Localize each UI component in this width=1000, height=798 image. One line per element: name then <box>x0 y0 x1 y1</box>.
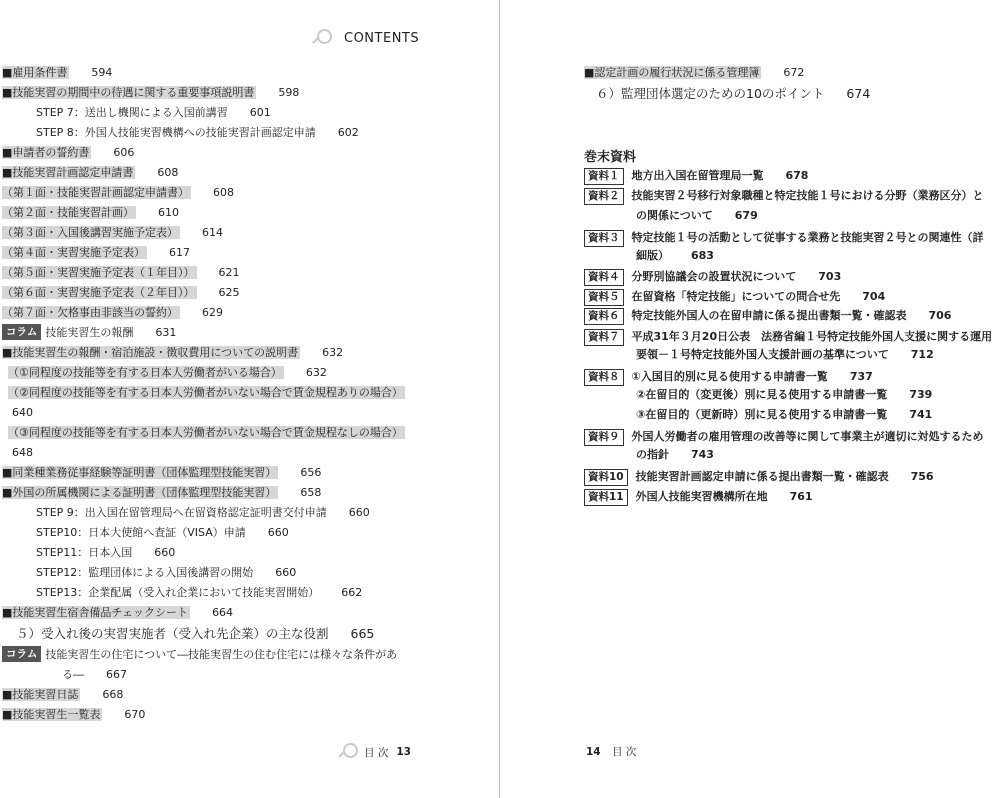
material-subitem[interactable]: ③在留目的（更新時）別に見る使用する申請書一覧 741 <box>636 408 933 421</box>
material-item[interactable]: 資料７ 平成31年３月20日公表 法務省編１号特定技能外国人支援に関する運用 <box>584 327 992 347</box>
toc-item[interactable]: （第７面・欠格事由非該当の誓約） 629 <box>2 306 223 319</box>
toc-item[interactable]: STEP 8：外国人技能実習機構への技能実習計画認定申請 602 <box>36 126 359 139</box>
material-tag: 資料４ <box>584 269 624 286</box>
toc-item[interactable]: ■申請者の誓約書 606 <box>2 146 135 159</box>
material-tag: 資料６ <box>584 308 624 325</box>
material-tag: 資料５ <box>584 289 624 306</box>
toc-item[interactable]: STEP13：企業配属（受入れ企業において技能実習開始） 662 <box>36 586 363 599</box>
material-item[interactable]: 資料11 外国人技能実習機構所在地 761 <box>584 487 813 507</box>
footer-label: 目 次 <box>611 746 637 758</box>
toc-item[interactable]: （③同程度の技能等を有する日本人労働者がいない場合で賃金規程なしの場合） <box>8 426 403 439</box>
magnifier-icon <box>338 742 358 762</box>
material-tag: 資料11 <box>584 489 628 506</box>
toc-item-column[interactable]: コラム 技能実習生の住宅について―技能実習生の住む住宅には様々な条件があ <box>2 645 397 665</box>
material-item[interactable]: 資料３ 特定技能１号の活動として従事する業務と技能実習２号との関連性（詳 <box>584 228 984 248</box>
toc-item[interactable]: STEP 9：出入国在留管理局へ在留資格認定証明書交付申請 660 <box>36 506 370 519</box>
material-continuation: の指針 743 <box>636 448 714 461</box>
material-item[interactable]: 資料６ 特定技能外国人の在留申請に係る提出書類一覧・確認表 706 <box>584 306 951 326</box>
magnifier-icon <box>312 28 332 48</box>
section-title: 巻末資料 <box>584 150 637 165</box>
toc-item[interactable]: （第３面・入国後講習実施予定表） 614 <box>2 226 223 239</box>
material-item[interactable]: 資料４ 分野別協議会の設置状況について 703 <box>584 267 841 287</box>
toc-item[interactable]: ■同業種業務従事経験等証明書（団体監理型技能実習） 656 <box>2 466 322 479</box>
left-page <box>0 0 498 798</box>
toc-item[interactable]: ５）受入れ後の実習実施者（受入れ先企業）の主な役割 665 <box>16 626 375 641</box>
footer-label: 目 次 <box>364 746 389 759</box>
material-tag: 資料８ <box>584 369 624 386</box>
material-item[interactable]: 資料２ 技能実習２号移行対象職種と特定技能１号における分野（業務区分）と <box>584 186 984 206</box>
material-tag: 資料３ <box>584 230 624 247</box>
column-badge: コラム <box>2 324 41 340</box>
toc-item[interactable]: ■技能実習の期間中の待遇に関する重要事項説明書 598 <box>2 86 300 99</box>
toc-item[interactable]: ■雇用条件書 594 <box>2 66 113 79</box>
contents-header <box>312 26 419 50</box>
material-continuation: 細版） 683 <box>636 249 714 262</box>
material-tag: 資料７ <box>584 329 624 346</box>
material-item[interactable]: 資料９ 外国人労働者の雇用管理の改善等に関して事業主が適切に対処するため <box>584 427 984 447</box>
toc-item[interactable]: ６）監理団体選定のための10のポイント 674 <box>596 86 871 101</box>
page-number: 14 <box>586 746 601 758</box>
toc-item[interactable]: STEP11：日本入国 660 <box>36 546 176 559</box>
toc-item[interactable]: （第６面・実習実施予定表（２年目）） 625 <box>2 286 240 299</box>
toc-item[interactable]: （①同程度の技能等を有する日本人労働者がいる場合） 632 <box>8 366 327 379</box>
toc-item[interactable]: ■技能実習計画認定申請書 608 <box>2 166 179 179</box>
toc-item[interactable]: （第５面・実習実施予定表（１年目）） 621 <box>2 266 240 279</box>
toc-item-column[interactable]: コラム 技能実習生の報酬 631 <box>2 323 176 343</box>
toc-item[interactable]: （第１面・技能実習計画認定申請書） 608 <box>2 186 234 199</box>
page-number: 13 <box>396 746 411 758</box>
material-tag: 資料10 <box>584 469 628 486</box>
page-title: CONTENTS <box>344 30 420 46</box>
right-footer <box>586 744 636 759</box>
material-continuation: 要領－１号特定技能外国人支援計画の基準について 712 <box>636 348 934 361</box>
toc-item[interactable]: （第２面・技能実習計画） 610 <box>2 206 179 219</box>
toc-item[interactable]: ■技能実習生一覧表 670 <box>2 708 146 721</box>
toc-item[interactable]: STEP10：日本大使館へ査証（VISA）申請 660 <box>36 526 289 539</box>
material-tag: 資料１ <box>584 168 624 185</box>
material-item[interactable]: 資料５ 在留資格「特定技能」についての問合せ先 704 <box>584 287 885 307</box>
toc-item[interactable]: ■技能実習生の報酬・宿泊施設・徴収費用についての説明書 632 <box>2 346 344 359</box>
toc-item[interactable]: ■技能実習生宿舎備品チェックシート 664 <box>2 606 234 619</box>
material-continuation: の関係について 679 <box>636 209 758 222</box>
material-subitem[interactable]: ②在留目的（変更後）別に見る使用する申請書一覧 739 <box>636 388 933 401</box>
toc-item-page: 648 <box>12 446 33 459</box>
material-item[interactable]: 資料１ 地方出入国在留管理局一覧 678 <box>584 166 808 186</box>
toc-item[interactable]: ■認定計画の履行状況に係る管理簿 672 <box>584 66 805 79</box>
material-tag: 資料９ <box>584 429 624 446</box>
column-badge: コラム <box>2 646 41 662</box>
page-divider <box>499 0 500 798</box>
toc-item[interactable]: STEP 7：送出し機関による入国前講習 601 <box>36 106 271 119</box>
toc-item[interactable]: （第４面・実習実施予定表） 617 <box>2 246 190 259</box>
toc-item-page: 640 <box>12 406 33 419</box>
toc-item[interactable]: （②同程度の技能等を有する日本人労働者がいない場合で賃金規程ありの場合） <box>8 386 403 399</box>
material-item[interactable]: 資料８ ①入国目的別に見る使用する申請書一覧 737 <box>584 367 873 387</box>
toc-item-continuation: る― 667 <box>62 668 127 681</box>
material-item[interactable]: 資料10 技能実習計画認定申請に係る提出書類一覧・確認表 756 <box>584 467 934 487</box>
toc-item[interactable]: ■外国の所属機関による証明書（団体監理型技能実習） 658 <box>2 486 322 499</box>
left-footer <box>338 742 411 762</box>
material-tag: 資料２ <box>584 188 624 205</box>
toc-item[interactable]: STEP12：監理団体による入国後講習の開始 660 <box>36 566 297 579</box>
right-page <box>502 0 1000 798</box>
toc-item[interactable]: ■技能実習日誌 668 <box>2 688 124 701</box>
